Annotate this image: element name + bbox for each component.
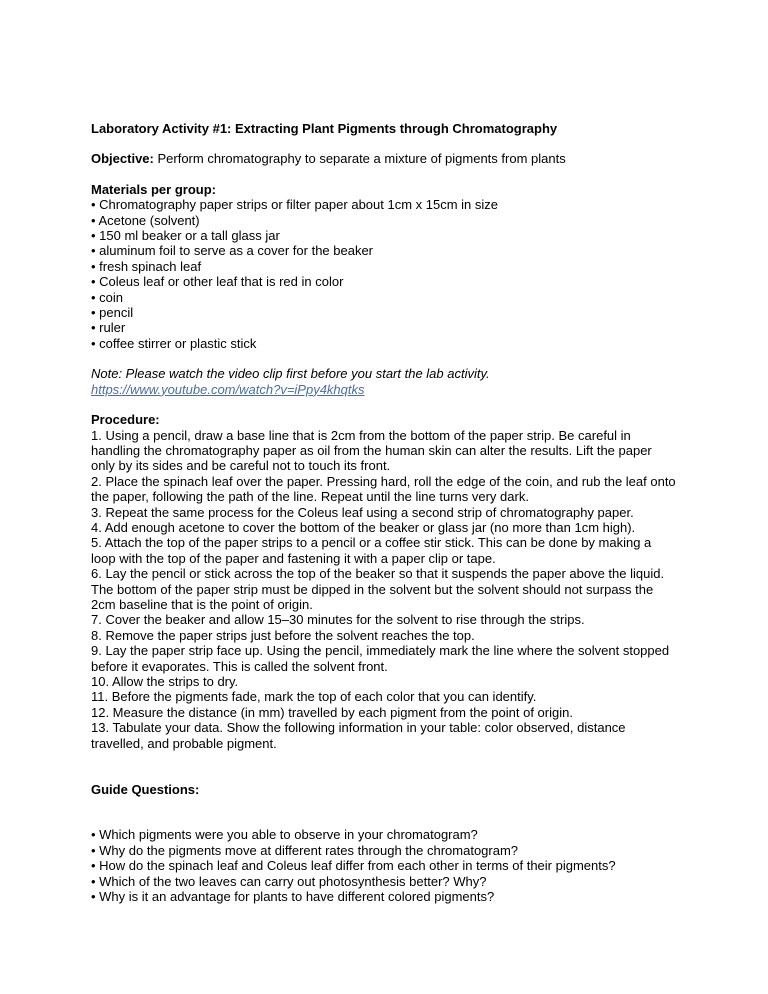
procedure-step: 7. Cover the beaker and allow 15–30 minutes for the solvent to rise through the strips. [91, 612, 585, 628]
material-item: • coffee stirrer or plastic stick [91, 335, 257, 351]
material-item: • coin [91, 289, 124, 305]
procedure-step: 1. Using a pencil, draw a base line that is 2cm from the bottom of the paper strip. Be careful in handling the chromatography paper as oil from the human skin can alter the results. Lift the paper only by its sides and be careful not to touch its front. [91, 427, 652, 474]
procedure-section [91, 412, 677, 751]
procedure-step: 2. Place the spinach leaf over the paper. Pressing hard, roll the edge of the coin, and rub the leaf onto the paper, following the path of the line. Repeat until the line turns very dark. [91, 473, 676, 505]
guide-questions-section [91, 827, 677, 904]
material-item: • Coleus leaf or other leaf that is red in color [91, 274, 344, 290]
procedure-step: 8. Remove the paper strips just before the solvent reaches the top. [91, 627, 475, 643]
material-item: • pencil [91, 305, 134, 321]
guide-question: • Which pigments were you able to observe in your chromatogram? [91, 827, 478, 843]
procedure-step: 6. Lay the pencil or stick across the top of the beaker so that it suspends the paper above the liquid. The bottom of the paper strip must be dipped in the solvent but the solvent should not surpass the 2cm baseline that is the point of origin. [91, 566, 665, 612]
note-section [91, 366, 677, 397]
guide-question: • Which of the two leaves can carry out photosynthesis better? Why? [91, 873, 487, 889]
note-text: Note: Please watch the video clip first before you start the lab activity. [91, 366, 490, 382]
procedure-step: 11. Before the pigments fade, mark the top of each color that you can identify. [91, 689, 537, 705]
material-item: • Chromatography paper strips or filter paper about 1cm x 15cm in size [91, 197, 499, 213]
materials-heading: Materials per group: [91, 181, 216, 197]
procedure-heading: Procedure: [91, 412, 160, 428]
procedure-step: 4. Add enough acetone to cover the bottom of the beaker or glass jar (no more than 1cm high). [91, 519, 636, 535]
procedure-step: 9. Lay the paper strip face up. Using the pencil, immediately mark the line where the solvent stopped before it evaporates. This is called the solvent front. [91, 643, 670, 674]
guide-question: • Why do the pigments move at different rates through the chromatogram? [91, 842, 519, 858]
material-item: • ruler [91, 320, 126, 336]
material-item: • fresh spinach leaf [91, 258, 202, 274]
procedure-step: 10. Allow the strips to dry. [91, 674, 239, 689]
procedure-step: 5. Attach the top of the paper strips to a pencil or a coffee stir stick. This can be done by making a loop with the top of the paper and fastening it with a paper clip or tape. [91, 535, 652, 566]
guide-question: • How do the spinach leaf and Coleus leaf differ from each other in terms of their pigments? [91, 858, 616, 874]
objective-label: Objective: [91, 151, 154, 167]
materials-section [91, 182, 677, 351]
objective-text: Perform chromatography to separate a mixture of pigments from plants [153, 151, 566, 167]
procedure-step: 3. Repeat the same process for the Coleus leaf using a second strip of chromatography paper. [91, 504, 634, 520]
procedure-step: 13. Tabulate your data. Show the following information in your table: color observed, distance travelled, and probable pigment. [91, 720, 626, 751]
material-item: • 150 ml beaker or a tall glass jar [91, 228, 280, 244]
material-item: • aluminum foil to serve as a cover for the beaker [91, 243, 374, 259]
objective-paragraph [91, 151, 677, 166]
youtube-link[interactable]: https://www.youtube.com/watch?v=iPpy4khqtks [91, 381, 365, 397]
procedure-step: 12. Measure the distance (in mm) travelled by each pigment from the point of origin. [91, 704, 573, 720]
document-title: Laboratory Activity #1: Extracting Plant Pigments through Chromatography [91, 121, 558, 136]
guide-questions-heading: Guide Questions: [91, 782, 200, 798]
material-item: • Acetone (solvent) [91, 212, 200, 228]
guide-question: • Why is it an advantage for plants to have different colored pigments? [91, 889, 495, 905]
